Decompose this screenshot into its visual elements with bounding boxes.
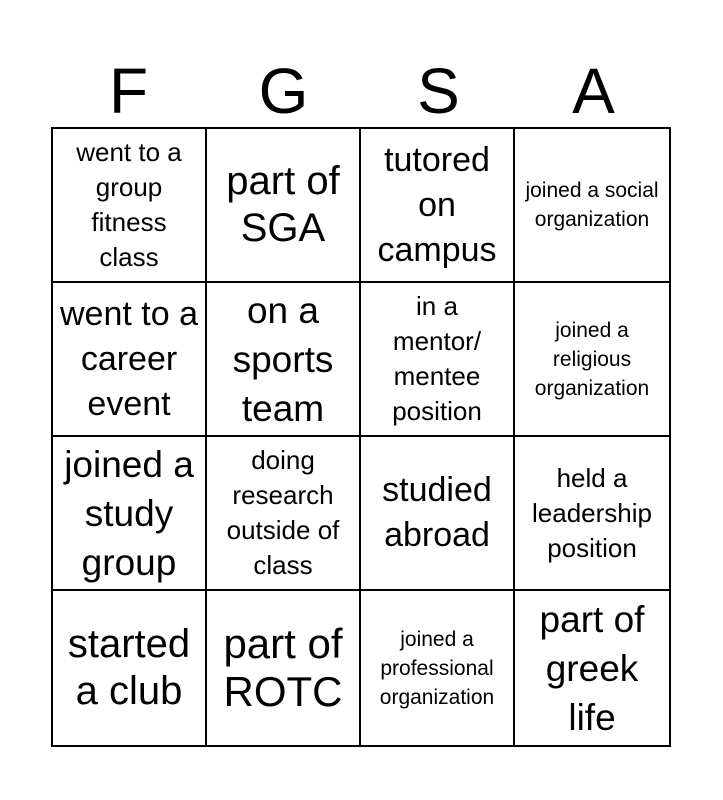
- bingo-cell-r4-c1[interactable]: [53, 591, 207, 745]
- bingo-cell-r1-c1[interactable]: [53, 129, 207, 283]
- bingo-cell-r3-c4[interactable]: [515, 437, 669, 591]
- bingo-cell-r1-c2[interactable]: [207, 129, 361, 283]
- header-letter-a: A: [572, 55, 615, 127]
- bingo-cell-r1-c4[interactable]: [515, 129, 669, 283]
- bingo-cell-r2-c3[interactable]: [361, 283, 515, 437]
- cell-label: tutored on campus: [377, 140, 497, 269]
- header-letter-f: F: [108, 55, 149, 127]
- cell-label: joined a professional organization: [379, 627, 495, 709]
- bingo-cell-r4-c4[interactable]: [515, 591, 669, 745]
- bingo-cell-r2-c1[interactable]: [53, 283, 207, 437]
- cell-label: joined a religious organization: [534, 318, 650, 400]
- cell-label: on a sports team: [232, 289, 334, 429]
- cell-label: in a mentor/ mentee position: [392, 291, 482, 426]
- cell-label: part of ROTC: [223, 620, 343, 715]
- bingo-cell-r2-c4[interactable]: [515, 283, 669, 437]
- cell-label: studied abroad: [382, 471, 492, 554]
- bingo-cell-r1-c3[interactable]: [361, 129, 515, 283]
- bingo-cell-r2-c2[interactable]: [207, 283, 361, 437]
- cell-label: held a leadership position: [532, 462, 652, 563]
- cell-label: part of greek life: [539, 598, 645, 738]
- bingo-cell-r4-c3[interactable]: [361, 591, 515, 745]
- cell-label: doing research outside of class: [226, 445, 340, 580]
- bingo-card-grid: [51, 127, 671, 747]
- bingo-cell-r4-c2[interactable]: [207, 591, 361, 745]
- header-letter-s: S: [417, 55, 460, 127]
- cell-label: joined a study group: [64, 443, 194, 583]
- header-letter-g: G: [258, 55, 309, 127]
- cell-label: part of SGA: [226, 159, 340, 250]
- bingo-cell-r3-c3[interactable]: [361, 437, 515, 591]
- bingo-cell-r3-c1[interactable]: [53, 437, 207, 591]
- cell-label: went to a group fitness class: [76, 137, 182, 272]
- cell-label: started a club: [67, 622, 191, 713]
- bingo-header: [51, 55, 671, 127]
- bingo-cell-r3-c2[interactable]: [207, 437, 361, 591]
- cell-label: joined a social organization: [525, 179, 659, 231]
- cell-label: went to a career event: [60, 294, 198, 423]
